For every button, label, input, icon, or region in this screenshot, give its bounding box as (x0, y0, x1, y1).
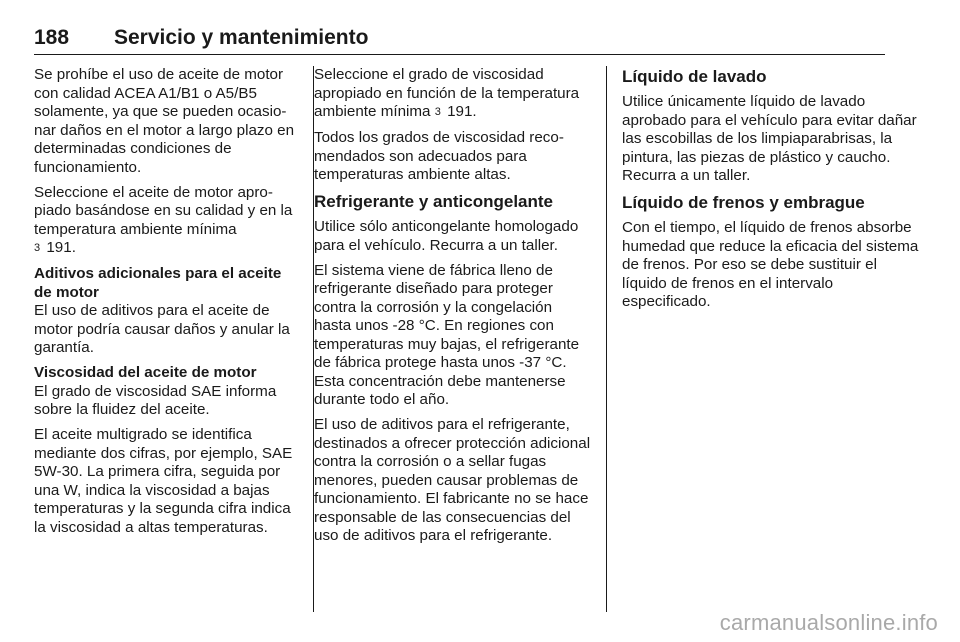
cross-reference-icon: 3 (434, 106, 441, 118)
column-middle (314, 66, 592, 552)
page-number: 188 (34, 26, 70, 49)
paragraph-text: Seleccione el grado de viscosidad apropiado en función de la temperatura ambiente mínima (314, 66, 580, 120)
paragraph-text: Seleccione el aceite de motor apropiado basándose en su calidad y en la temperatura ambiente mínima (34, 183, 293, 238)
watermark: carmanualsonline.info (719, 610, 938, 635)
paragraph: Utilice sólo anticongelante homologado para el vehículo. Recurra a un taller. (314, 218, 579, 254)
paragraph (34, 184, 302, 259)
paragraph (314, 66, 592, 123)
paragraph: Con el tiempo, el líquido de frenos absorbe humedad que reduce la eficacia del sistema de frenos. Por eso se debe sustituir el líquido de frenos en el intervalo especificado. (622, 219, 919, 310)
cross-reference-link[interactable]: 191. (447, 103, 477, 120)
paragraph: Utilice únicamente líquido de lavado aprobado para el vehículo para evitar dañar las escobillas de los limpiaparabrisas, la pintura, las piezas de plástico y caucho. Recurra a un taller. (622, 93, 917, 184)
column-divider (606, 66, 607, 612)
subheading-oil-viscosity: Viscosidad del aceite de motor (34, 364, 257, 381)
paragraph: El sistema viene de fábrica lleno de refrigerante diseñado para proteger contra la corrosión y la congelación hasta unos -28 °C. En regiones con temperaturas muy bajas, el refrigerante de fábrica protege hasta unos -37 °C. Esta concentración debe mantenerse durante todo el año. (314, 261, 580, 408)
paragraph: El aceite multigrado se identifica mediante dos cifras, por ejemplo, SAE 5W-30. La primera cifra, seguida por una W, indica la viscosidad a bajas temperaturas y la segunda cifra indica la viscosidad a altas temperaturas. (34, 426, 293, 536)
heading-coolant: Refrigerante y anticongelante (314, 192, 554, 211)
heading-brake-fluid: Líquido de frenos y embrague (622, 193, 865, 212)
paragraph: El uso de aditivos para el aceite de motor podría causar daños y anular la garantía. (34, 302, 290, 356)
section-title: Servicio y mantenimiento (114, 26, 369, 49)
page-header (34, 26, 885, 55)
subheading-oil-additives: Aditivos adicionales para el aceite de motor (34, 265, 282, 301)
cross-reference-icon: 3 (34, 242, 41, 254)
paragraph: Se prohíbe el uso de aceite de motor con calidad ACEA A1/B1 o A5/B5 solamente, ya que se pueden ocasionar daños en el motor a largo plazo en determinadas condiciones de funcionamiento. (34, 66, 295, 176)
paragraph: El uso de aditivos para el refrigerante, destinados a ofrecer protección adicional contra la corrosión o a sellar fugas menores, pueden causar problemas de funcionamiento. El fabricante no se hace responsable de las consecuencias del uso de aditivos para el refrigerante. (314, 416, 591, 544)
cross-reference-link[interactable]: 191. (46, 239, 76, 256)
paragraph: Todos los grados de viscosidad recomendados son adecuados para temperaturas ambiente altas. (314, 129, 564, 183)
paragraph: El grado de viscosidad SAE informa sobre la fluidez del aceite. (34, 382, 277, 418)
column-right (622, 66, 922, 318)
column-left (34, 66, 302, 544)
heading-washer-fluid: Líquido de lavado (622, 67, 767, 86)
